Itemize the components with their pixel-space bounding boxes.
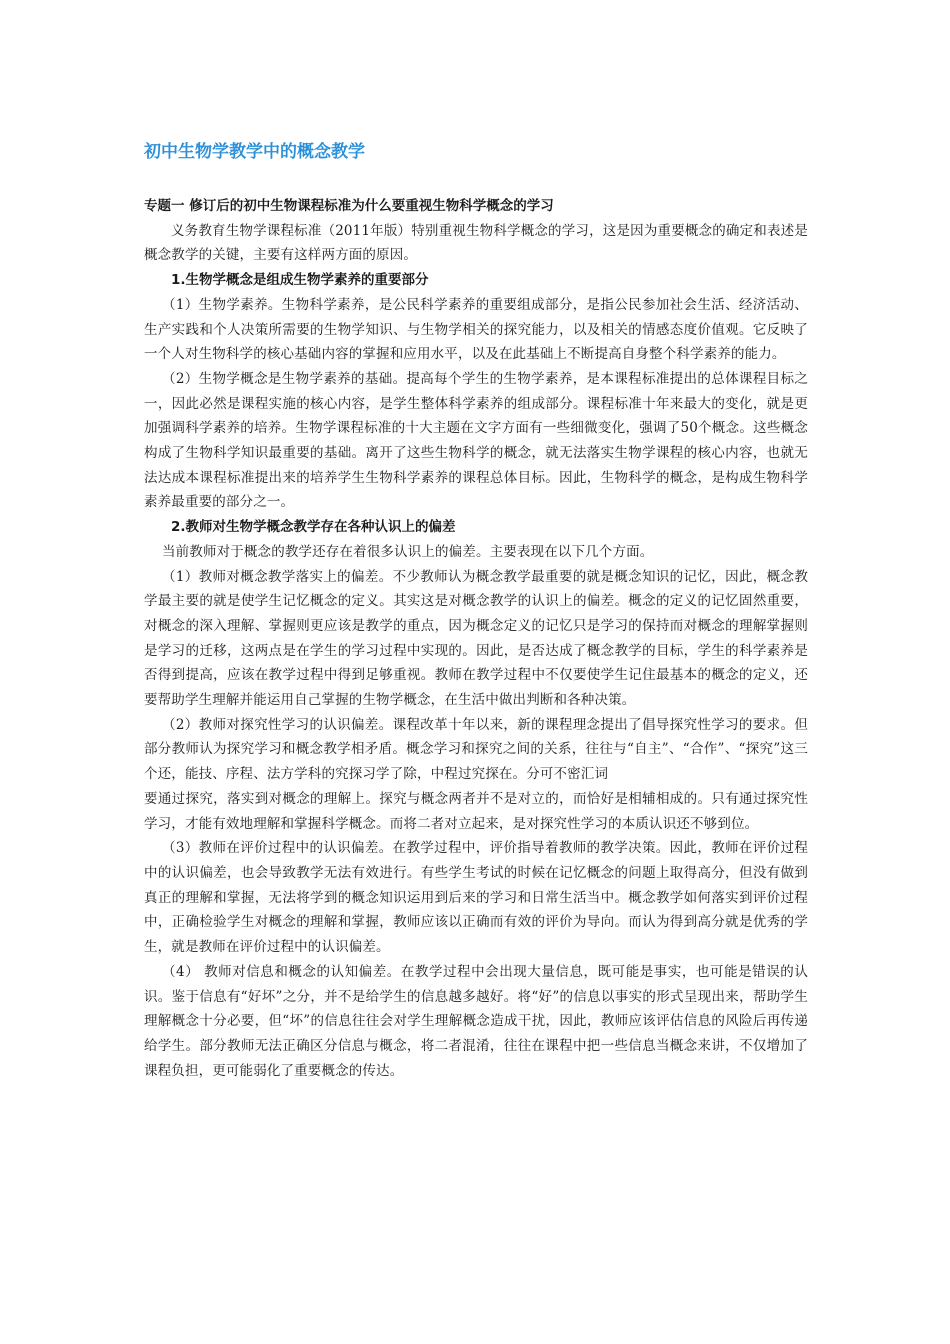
paragraph-bias-4: （4） 教师对信息和概念的认知偏差。在教学过程中会出现大量信息，既可能是事实，也可能是错误的认识。鉴于信息有“好坏”之分，并不是给学生的信息越多越好。将“好”的信息以事实的形式呈现出来，帮助学生理解概念十分必要，但“坏”的信息往往会对学生理解概念造成干扰，因此，教师应该评估信息的风险后再传递给学生。部分教师无法正确区分信息与概念，将二者混淆，往往在课程中把一些信息当概念来讲，不仅增加了课程负担，更可能弱化了重要概念的传达。 [144, 963, 808, 1079]
paragraph-bias-intro: 当前教师对于概念的教学还存在着很多认识上的偏差。主要表现在以下几个方面。 [162, 543, 654, 560]
paragraph-biology-literacy: （1）生物学素养。生物科学素养，是公民科学素养的重要组成部分，是指公民参加社会生活、经济活动、生产实践和个人决策所需要的生物学知识、与生物学相关的探究能力，以及相关的情感态度价值观。它反映了一个人对生物科学的核心基础内容的掌握和应用水平，以及在此基础上不断提高自身整个科学素养的能力。 [144, 296, 808, 363]
subsection-heading-1: 1.生物学概念是组成生物学素养的重要部分 [171, 272, 429, 289]
section-heading: 专题一 修订后的初中生物课程标准为什么要重视生物科学概念的学习 [144, 198, 554, 214]
document-page [144, 138, 808, 1083]
page-title: 初中生物学教学中的概念教学 [144, 142, 365, 162]
intro-paragraph: 义务教育生物学课程标准（2011年版）特别重视生物科学概念的学习，这是因为重要概念的确定和表述是概念教学的关键，主要有这样两方面的原因。 [144, 222, 808, 264]
paragraph-bias-1: （1）教师对概念教学落实上的偏差。不少教师认为概念教学最重要的就是概念知识的记忆，因此，概念教学最主要的就是使学生记忆概念的定义。其实这是对概念教学的认识上的偏差。概念的定义的记忆固然重要，对概念的深入理解、掌握则更应该是教学的重点，因为概念定义的记忆只是学习的保持而对概念的理解掌握则是学习的迁移，这两点是在学生的学习过程中实现的。因此，是否达成了概念教学的目标，学生的科学素养是否得到提高，应该在教学过程中得到足够重视。教师在教学过程中不仅要使学生记住最基本的概念的定义，还要帮助学生理解并能运用自己掌握的生物学概念，在生活中做出判断和各种决策。 [144, 568, 808, 709]
paragraph-concept-foundation: （2）生物学概念是生物学素养的基础。提高每个学生的生物学素养，是本课程标准提出的总体课程目标之一，因此必然是课程实施的核心内容，是学生整体科学素养的组成部分。课程标准十年来最大的变化，就是更加强调科学素养的培养。生物学课程标准的十大主题在文字方面有一些细微变化，强调了50个概念。这些概念构成了生物科学知识最重要的基础。离开了这些生物科学的概念，就无法落实生物学课程的核心内容，也就无法达成本课程标准提出来的培养学生生物科学素养的课程总体目标。因此，生物科学的概念，是构成生物科学素养最重要的部分之一。 [144, 370, 808, 511]
paragraph-bias-2-continued: 要通过探究，落实到对概念的理解上。探究与概念两者并不是对立的，而恰好是相辅相成的。只有通过探究性学习，才能有效地理解和掌握科学概念。而将二者对立起来，是对探究性学习的本质认识还不够到位。 [144, 790, 808, 832]
subsection-heading-2: 2.教师对生物学概念教学存在各种认识上的偏差 [171, 519, 456, 536]
paragraph-bias-3: （3）教师在评价过程中的认识偏差。在教学过程中，评价指导着教师的教学决策。因此，教师在评价过程中的认识偏差，也会导致教学无法有效进行。有些学生考试的时候在记忆概念的问题上取得高分，但没有做到真正的理解和掌握，无法将学到的概念知识运用到后来的学习和日常生活当中。概念教学如何落实到评价过程中，正确检验学生对概念的理解和掌握，教师应该以正确而有效的评价为导向。而认为得到高分就是优秀的学生，就是教师在评价过程中的认识偏差。 [144, 840, 808, 956]
paragraph-bias-2: （2）教师对探究性学习的认识偏差。课程改革十年以来，新的课程理念提出了倡导探究性学习的要求。但部分教师认为探究学习和概念教学相矛盾。概念学习和探究之间的关系，往往与“自主”、“合作”、“探究”这三个还，能技、序程、法方学科的究探习学了除，中程过究探在。分可不密汇词 [144, 716, 808, 783]
